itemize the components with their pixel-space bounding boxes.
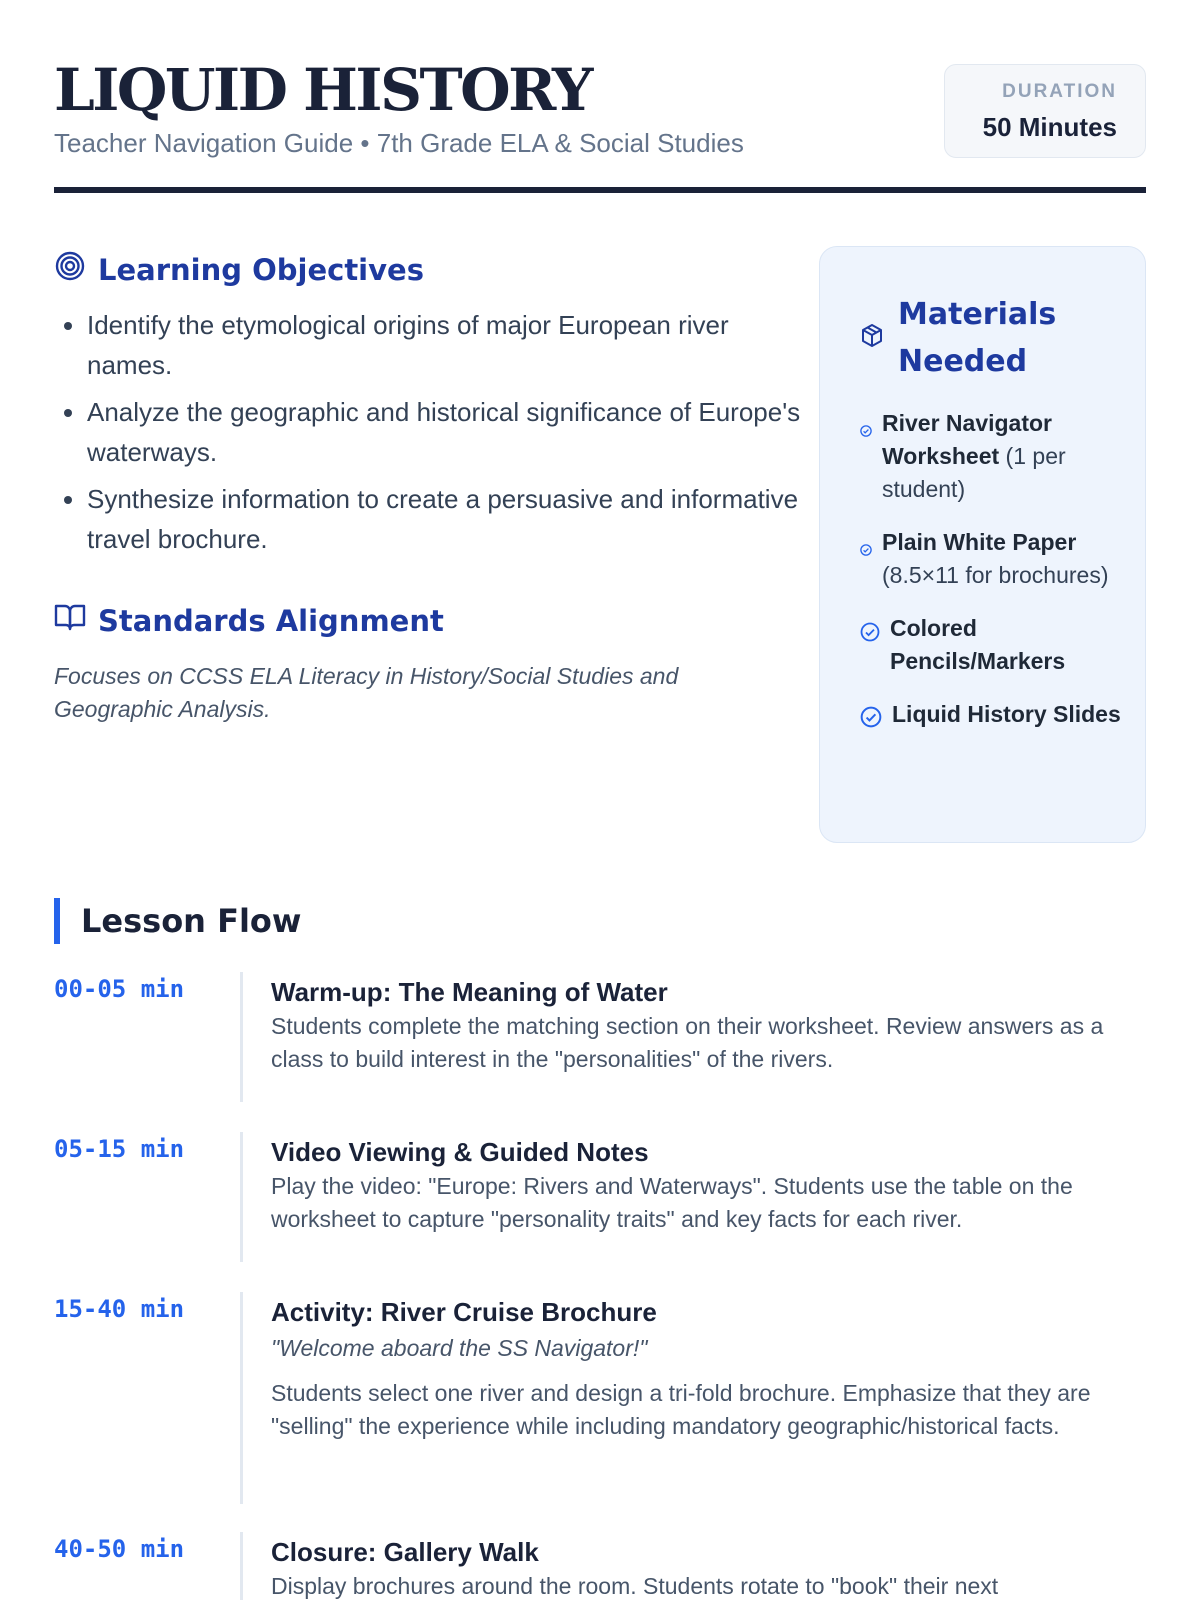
- materials-list: [860, 407, 1130, 757]
- book-open-icon: [54, 603, 86, 638]
- step-description: Display brochures around the room. Students rotate to "book" their next: [271, 1573, 999, 1599]
- standards-text: Focuses on CCSS ELA Literacy in History/Social Studies and Geographic Analysis.: [54, 663, 679, 722]
- timeline-line: [240, 1292, 243, 1504]
- standards-title: Standards Alignment: [98, 603, 444, 638]
- list-item: • Identify the etymological origins of major European river names.: [87, 305, 807, 385]
- duration-label: DURATION: [1002, 81, 1117, 102]
- material-name: Colored Pencils/Markers: [890, 615, 1066, 674]
- step-description: Students select one river and design a tri-fold brochure. Emphasize that they are "selling" the experience while including mandatory geographic/historical facts.: [271, 1380, 1091, 1439]
- step-title: Closure: Gallery Walk: [271, 1537, 539, 1567]
- materials-heading: [860, 291, 1058, 385]
- materials-panel: [819, 246, 1146, 843]
- package-icon: [860, 323, 884, 354]
- duration-value: 50 Minutes: [982, 112, 1117, 142]
- step-time: 15-40 min: [54, 1295, 185, 1323]
- objectives-list: [54, 305, 807, 566]
- check-circle-icon: [860, 698, 882, 737]
- header-divider: [54, 187, 1146, 193]
- accent-bar: [54, 898, 60, 944]
- material-detail: (8.5×11 for brochures): [882, 562, 1109, 588]
- lesson-flow-heading: [54, 898, 301, 944]
- material-detail: (1 per student): [882, 443, 1066, 502]
- materials-title: Materials Needed: [898, 297, 1057, 379]
- material-name: Liquid History Slides: [892, 701, 1121, 727]
- material-name: River Navigator Worksheet: [882, 410, 1053, 469]
- step-title: Video Viewing & Guided Notes: [271, 1137, 649, 1167]
- step-description: Play the video: "Europe: Rivers and Waterways". Students use the table on the worksheet to capture "personality traits" and key facts for each river.: [271, 1173, 1073, 1232]
- header: [54, 58, 1146, 193]
- list-item: • Synthesize information to create a persuasive and informative travel brochure.: [87, 479, 807, 559]
- timeline-line: [240, 1532, 243, 1600]
- check-circle-icon: [860, 526, 872, 592]
- lesson-flow-title: Lesson Flow: [81, 902, 302, 940]
- check-circle-icon: [860, 407, 872, 506]
- step-time: 40-50 min: [54, 1535, 185, 1563]
- duration-card: [944, 64, 1146, 158]
- objectives-heading: [54, 250, 424, 289]
- step-title: Activity: River Cruise Brochure: [271, 1297, 657, 1327]
- timeline-line: [240, 1132, 243, 1262]
- list-item: [860, 612, 1130, 678]
- target-icon: [54, 250, 86, 289]
- step-time: 05-15 min: [54, 1135, 185, 1163]
- step-description: Students complete the matching section on their worksheet. Review answers as a class to build interest in the "personalities" of the rivers.: [271, 1013, 1104, 1072]
- list-item: [860, 407, 1130, 506]
- timeline-line: [240, 972, 243, 1102]
- step-quote: "Welcome aboard the SS Navigator!": [271, 1335, 648, 1361]
- step-time: 00-05 min: [54, 975, 185, 1003]
- check-circle-icon: [860, 612, 880, 678]
- list-item: [860, 698, 1130, 737]
- step-title: Warm-up: The Meaning of Water: [271, 977, 668, 1007]
- objectives-title: Learning Objectives: [98, 252, 424, 287]
- page-title: LIQUID HISTORY: [54, 56, 591, 124]
- list-item: • Analyze the geographic and historical significance of Europe's waterways.: [87, 392, 807, 472]
- list-item: [860, 526, 1130, 592]
- standards-heading: [54, 603, 444, 638]
- page-subtitle: Teacher Navigation Guide • 7th Grade ELA & Social Studies: [54, 128, 744, 158]
- material-name: Plain White Paper: [882, 529, 1077, 555]
